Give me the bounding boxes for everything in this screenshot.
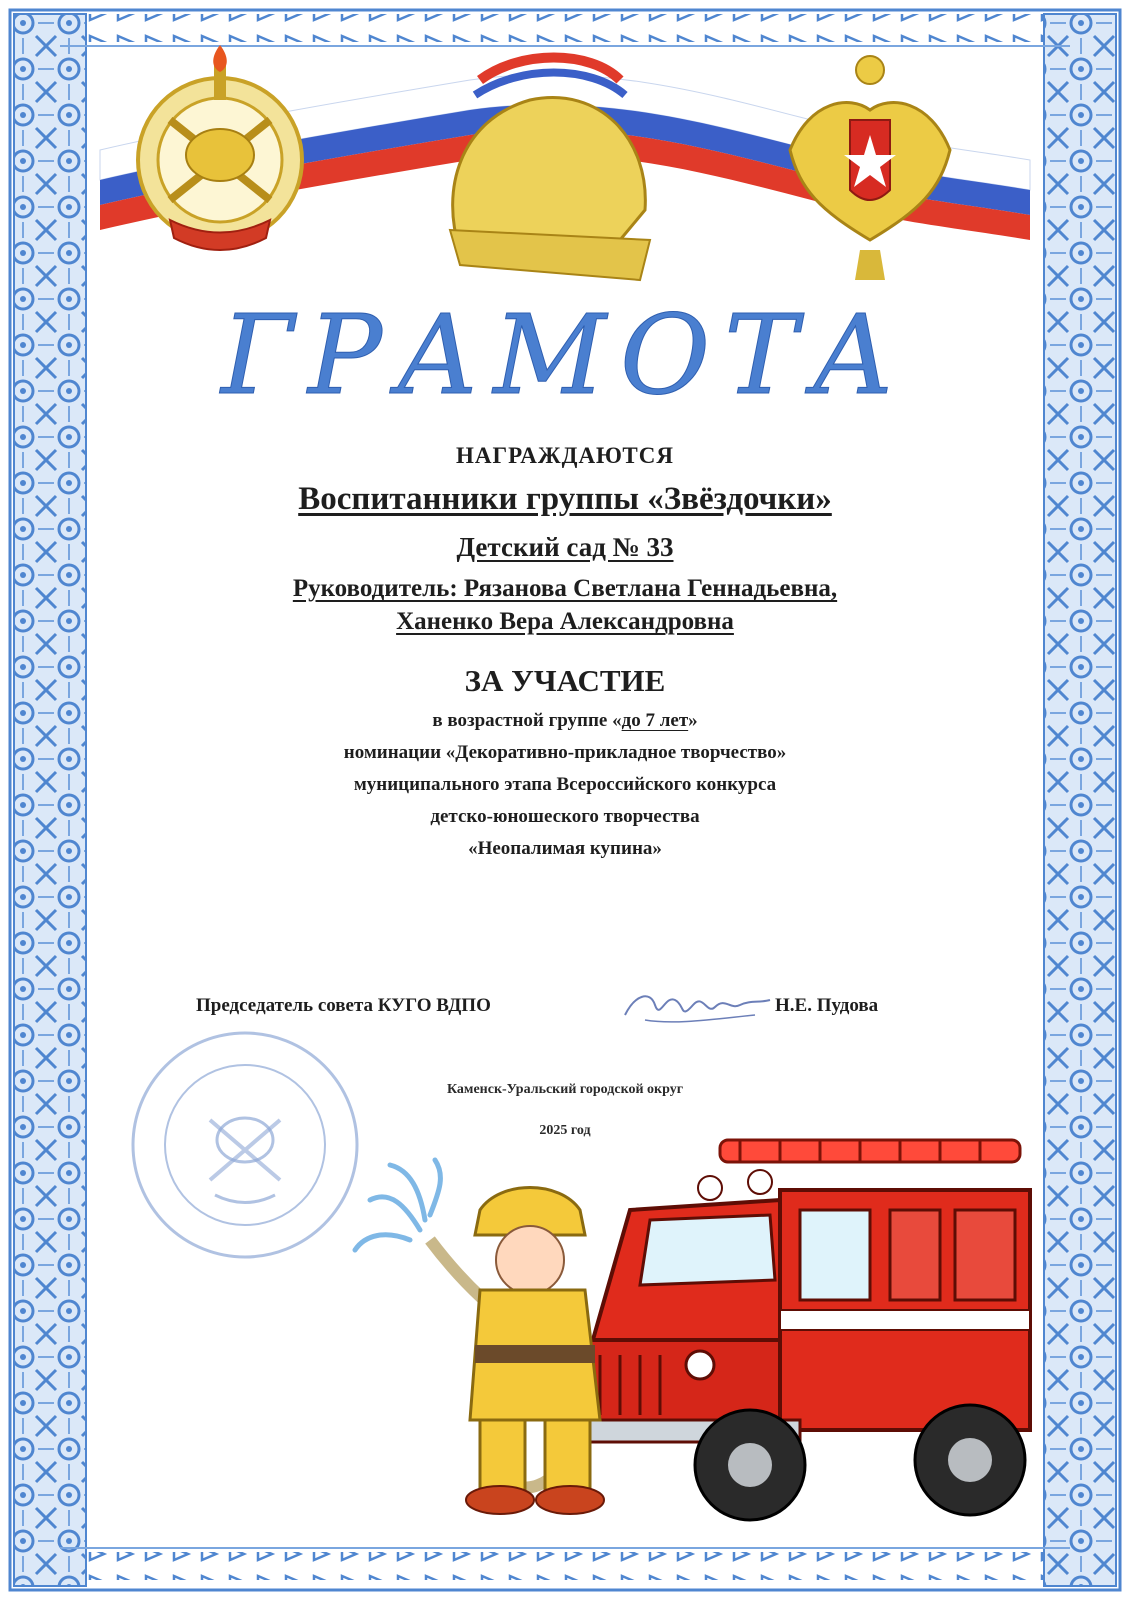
city-label: Каменск-Уральский городской округ	[446, 1082, 684, 1097]
leaders-line-2	[0, 608, 1130, 636]
kindergarten-text: Детский сад № 33	[456, 532, 674, 562]
header-emblems	[90, 40, 1040, 300]
kindergarten-line	[0, 532, 1130, 563]
vdpo-emblem-icon	[138, 45, 302, 250]
age-group-value: до 7 лет	[621, 710, 689, 731]
stage-line: муниципального этапа Всероссийского конкурса	[353, 774, 777, 795]
chairman-name: Н.Е. Пудова	[775, 995, 879, 1016]
certificate-title: ГРАМОТА	[221, 291, 909, 419]
signature-icon	[615, 975, 775, 1035]
official-stamp-icon	[120, 1020, 370, 1270]
contest-name-line: «Неопалимая купина»	[468, 838, 662, 859]
awarded-heading: НАГРАЖДАЮТСЯ	[456, 443, 674, 468]
nomination-line: номинации «Декоративно-прикладное творчество»	[343, 742, 787, 763]
leaders-text-1: Руководитель: Рязанова Светлана Геннадьевна,	[292, 575, 838, 602]
age-group-prefix: в возрастной группе «	[432, 710, 622, 731]
reason-heading: ЗА УЧАСТИЕ	[464, 663, 666, 698]
creativity-line: детско-юношеского творчества	[430, 806, 700, 827]
chairman-title: Председатель совета КУГО ВДПО	[196, 995, 491, 1016]
age-group-suffix: »	[688, 710, 698, 731]
age-group-line	[0, 710, 1130, 732]
leaders-line-1	[0, 575, 1130, 603]
firefighter-child-icon	[350, 1150, 640, 1530]
leaders-text-2: Ханенко Вера Александровна	[396, 608, 734, 635]
year-label: 2025 год	[539, 1123, 591, 1138]
emercom-emblem-icon	[790, 56, 950, 280]
recipients-line	[0, 481, 1130, 518]
recipients-text: Воспитанники группы «Звёздочки»	[298, 481, 832, 517]
